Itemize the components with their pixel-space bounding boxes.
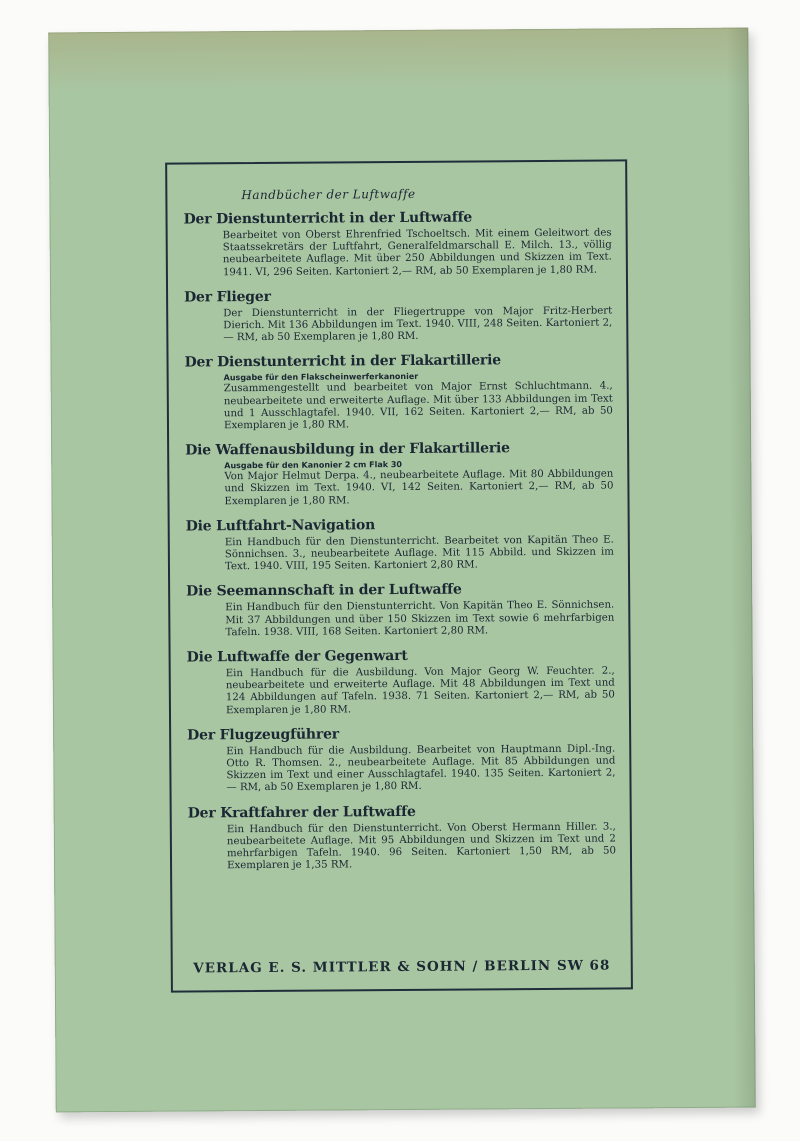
book-description: Von Major Helmut Derpa. 4., neubearbeitete Auflage. Mit 80 Abbildungen und Skizzen im Text. 1940. VI, 142 Seiten. Kartoniert 2,— RM, ab 50 Exemplaren je 1,80 RM. xyxy=(224,468,614,507)
book-title: Die Seemannschaft in der Luftwaffe xyxy=(186,582,462,600)
book-list xyxy=(183,186,616,883)
book-title: Die Luftfahrt-Navigation xyxy=(185,517,376,535)
book-entry xyxy=(186,581,614,640)
book-entry xyxy=(184,286,612,345)
book-description: Ein Handbuch für den Dienstunterricht. Von Oberst Hermann Hiller. 3., neubearbeitete Auflage. Mit 95 Abbildungen und Skizzen im Text und 2 mehrfarbigen Tafeln. 1940. 96 Seiten. Kartoniert 1,50 RM, ab 50 Exemplaren je 1,35 RM. xyxy=(226,821,617,872)
publisher-line: VERLAG E. S. MITTLER & SOHN / BERLIN SW 68 xyxy=(193,957,611,977)
book-title: Die Luftwaffe der Gegenwart xyxy=(186,648,408,666)
book-entry xyxy=(184,352,613,433)
book-title: Die Waffenausbildung in der Flakartillerie xyxy=(185,440,510,459)
book-entry xyxy=(187,724,615,795)
book-title: Der Kraftfahrer der Luftwaffe xyxy=(187,803,416,822)
book-description: Ein Handbuch für den Dienstunterricht. Von Kapitän Theo E. Sönnichsen. Mit 37 Abbildungen und über 150 Skizzen im Text sowie 6 mehrfarbigen Tafeln. 1938. VIII, 168 Seiten. Kartoniert 2,80 RM. xyxy=(225,599,615,639)
book-entry xyxy=(185,440,613,509)
book-entry xyxy=(183,209,611,280)
book-title: Der Dienstunterricht in der Flakartillerie xyxy=(184,352,501,371)
book-description: Der Dienstunterricht in der Fliegertruppe von Major Fritz-Herbert Dierich. Mit 136 Abbildungen im Text. 1940. VIII, 248 Seiten. Kartoniert 2,— RM, ab 50 Exemplaren je 1,80 RM. xyxy=(223,305,613,344)
book-description: Ein Handbuch für den Dienstunterricht. Bearbeitet von Kapitän Theo E. Sönnichsen. 3., neubearbeitete Auflage. Mit 115 Abbild. und Skizzen im Text. 1940. VIII, 195 Seiten. Kartoniert 2,80 RM. xyxy=(224,534,614,573)
book-description: Bearbeitet von Oberst Ehrenfried Tschoeltsch. Mit einem Geleitwort des Staatssekretärs der Luftfahrt, Generalfeldmarschall E. Milch. 13., völlig neubearbeitete Auflage. Mit über 250 Abbildungen und Skizzen im Text. 1941. VI, 296 Seiten. Kartoniert 2,— RM, ab 50 Exemplaren je 1,80 RM. xyxy=(222,227,612,278)
book-title: Der Flugzeugführer xyxy=(187,726,339,744)
book-subtitle: Ausgabe für den Kanonier 2 cm Flak 30 xyxy=(224,460,402,471)
cover-edge xyxy=(726,28,756,1108)
book-entry xyxy=(186,515,614,574)
book-title: Der Dienstunterricht in der Luftwaffe xyxy=(183,209,473,228)
book-description: Ein Handbuch für die Ausbildung. Von Major Georg W. Feuchter. 2., neubearbeitete und erweiterte Auflage. Mit 48 Abbildungen im Text und 124 Abbildungen auf Tafeln. 1938. 71 Seiten. Kartoniert 2,— RM, ab 50 Exemplaren je 1,80 RM. xyxy=(225,665,615,716)
book-description: Ein Handbuch für die Ausbildung. Bearbeitet von Hauptmann Dipl.-Ing. Otto R. Thomsen. 2., neubearbeitete Auflage. Mit 85 Abbildungen und Skizzen im Text und einer Ausschlagtafel. 1940. 135 Seiten. Kartoniert 2,— RM, ab 50 Exemplaren je 1,80 RM. xyxy=(226,743,616,794)
advertisement-frame xyxy=(165,159,633,992)
series-title: Handbücher der Luftwaffe xyxy=(241,186,416,203)
book-entry xyxy=(188,802,616,873)
book-subtitle: Ausgabe für den Flakscheinwerferkanonier xyxy=(223,372,419,383)
book-entry xyxy=(187,647,615,718)
book-back-cover xyxy=(48,28,756,1113)
book-description: Zusammengestellt und bearbeitet von Major Ernst Schluchtmann. 4., neubearbeitete und erweiterte Auflage. Mit über 133 Abbildungen im Text und 1 Ausschlagtafel. 1940. VII, 162 Seiten. Kartoniert 2,— RM, ab 50 Exemplaren je 1,80 RM. xyxy=(223,380,613,432)
book-title: Der Flieger xyxy=(184,288,271,306)
